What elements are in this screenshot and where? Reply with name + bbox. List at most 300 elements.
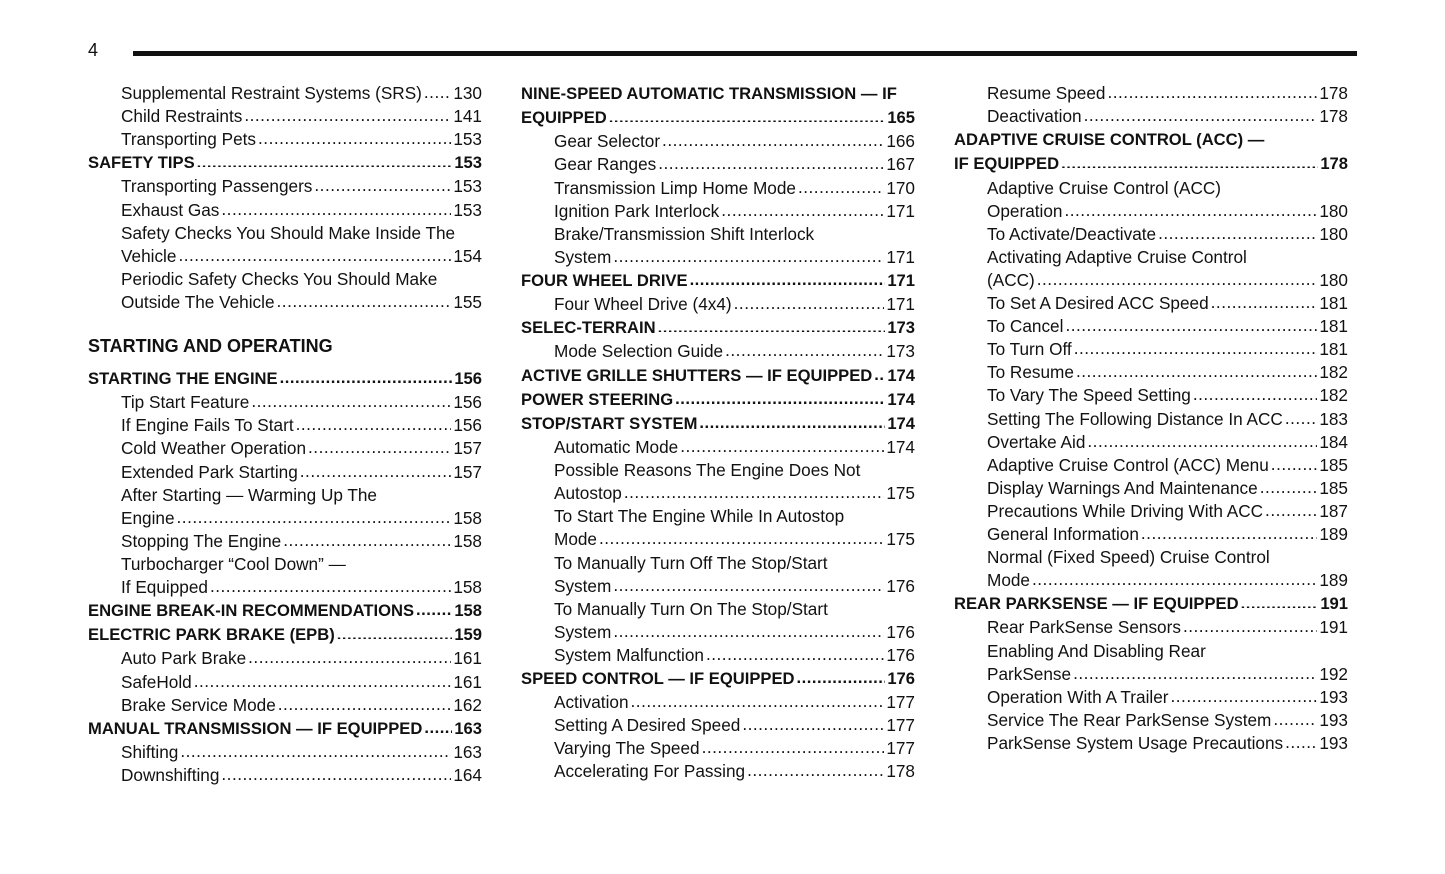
- toc-entry-title: Gear Selector: [554, 131, 661, 152]
- dot-leader: [1087, 430, 1317, 447]
- dot-leader: [416, 598, 452, 615]
- toc-page-number: 187: [1319, 500, 1348, 521]
- toc-heading-entry[interactable]: [88, 599, 482, 623]
- dot-leader: [613, 574, 884, 591]
- toc-entry[interactable]: [954, 477, 1348, 500]
- toc-entry-title: ACTIVE GRILLE SHUTTERS — IF EQUIPPED: [521, 365, 873, 385]
- dot-leader: [690, 268, 886, 285]
- toc-entry[interactable]: [521, 436, 915, 459]
- toc-entry-title: Extended Park Starting: [121, 461, 298, 482]
- toc-entry[interactable]: [521, 714, 915, 737]
- dot-leader: [1065, 314, 1317, 331]
- toc-entry-title: System: [554, 621, 612, 642]
- toc-page-number: 171: [886, 294, 915, 315]
- toc-entry-title: Rear ParkSense Sensors: [987, 617, 1181, 638]
- toc-page-number: 174: [887, 413, 915, 433]
- dot-leader: [1273, 708, 1317, 725]
- dot-leader: [1265, 499, 1317, 516]
- toc-heading-entry[interactable]: [521, 269, 915, 293]
- toc-column-2: [521, 82, 915, 784]
- toc-page-number: 161: [453, 671, 482, 692]
- toc-page-number: 178: [1320, 154, 1348, 174]
- dot-leader: [702, 736, 885, 753]
- toc-page-number: 174: [887, 365, 915, 385]
- toc-column-3: [954, 82, 1348, 755]
- dot-leader: [1285, 407, 1317, 424]
- toc-page-number: 174: [886, 437, 915, 458]
- dot-leader: [1064, 199, 1317, 216]
- toc-page-number: 178: [1319, 106, 1348, 127]
- toc-entry-text: ADAPTIVE CRUISE CONTROL (ACC) —: [954, 130, 1265, 150]
- toc-entry-title: Supplemental Restraint Systems (SRS): [121, 83, 422, 103]
- toc-entry-title: STARTING THE ENGINE: [88, 369, 278, 389]
- header-rule: [133, 51, 1357, 56]
- toc-heading-entry[interactable]: [954, 152, 1348, 176]
- toc-entry-title: If Engine Fails To Start: [121, 415, 294, 436]
- toc-entry-title: Precautions While Driving With ACC: [987, 500, 1264, 521]
- toc-entry-text: After Starting — Warming Up The: [121, 484, 377, 505]
- toc-page-number: 182: [1319, 362, 1348, 383]
- toc-entry-title: To Resume: [987, 362, 1074, 383]
- toc-page-number: 156: [453, 415, 482, 436]
- dot-leader: [180, 740, 451, 757]
- dot-leader: [258, 127, 451, 144]
- dot-leader: [1211, 291, 1318, 308]
- toc-entry-title: (ACC): [987, 269, 1035, 290]
- toc-entry[interactable]: [88, 199, 482, 222]
- toc-entry-title: Resume Speed: [987, 83, 1106, 103]
- toc-entry-title: General Information: [987, 523, 1139, 544]
- toc-entry[interactable]: [954, 338, 1348, 361]
- dot-leader: [1076, 360, 1317, 377]
- toc-entry[interactable]: [521, 293, 915, 316]
- toc-page-number: 175: [886, 483, 915, 504]
- toc-entry[interactable]: [954, 686, 1348, 709]
- dot-leader: [675, 387, 885, 404]
- toc-entry[interactable]: [88, 461, 482, 484]
- toc-page-number: 154: [453, 245, 482, 266]
- toc-entry-title: Downshifting: [121, 765, 220, 785]
- toc-entry-title: ParkSense: [987, 663, 1072, 684]
- toc-entry[interactable]: [954, 616, 1348, 639]
- toc-entry-title: Mode: [987, 570, 1030, 591]
- dot-leader: [308, 436, 451, 453]
- toc-page-number: 158: [454, 601, 482, 621]
- toc-entry[interactable]: [521, 575, 915, 598]
- toc-page-number: 153: [453, 176, 482, 197]
- toc-page-number: 158: [453, 530, 482, 551]
- toc-page-number: 181: [1319, 316, 1348, 337]
- dot-leader: [1061, 152, 1318, 169]
- toc-entry[interactable]: [954, 709, 1348, 732]
- toc-page-number: 162: [453, 694, 482, 715]
- dot-leader: [613, 620, 884, 637]
- toc-entry[interactable]: [954, 408, 1348, 431]
- toc-page-number: 167: [886, 154, 915, 175]
- dot-leader: [658, 152, 884, 169]
- toc-page-number: 173: [887, 318, 915, 338]
- toc-entry[interactable]: [88, 82, 482, 105]
- toc-heading-entry[interactable]: [521, 106, 915, 130]
- toc-page-number: 175: [886, 529, 915, 550]
- toc-entry[interactable]: [88, 576, 482, 599]
- toc-entry-title: To Activate/Deactivate: [987, 223, 1157, 244]
- dot-leader: [251, 390, 451, 407]
- toc-entry-title: Stopping The Engine: [121, 530, 282, 551]
- toc-page-number: 159: [454, 625, 482, 645]
- toc-entry[interactable]: [521, 691, 915, 714]
- toc-entry[interactable]: [954, 384, 1348, 407]
- toc-entry-title: Activation: [554, 692, 629, 713]
- toc-heading-entry[interactable]: [88, 717, 482, 741]
- toc-entry-text: Possible Reasons The Engine Does Not: [554, 460, 861, 481]
- dot-leader: [1141, 522, 1317, 539]
- toc-entry-text: Safety Checks You Should Make Inside The: [121, 222, 456, 243]
- toc-entry-text: Enabling And Disabling Rear: [987, 640, 1206, 661]
- toc-entry[interactable]: [521, 737, 915, 760]
- toc-entry-title: Mode: [554, 529, 597, 550]
- toc-entry-title: SafeHold: [121, 671, 192, 692]
- toc-page-number: 193: [1319, 732, 1348, 753]
- dot-leader: [178, 244, 451, 261]
- dot-leader: [734, 292, 885, 309]
- dot-leader: [599, 527, 884, 544]
- toc-entry[interactable]: [521, 760, 915, 783]
- toc-entry[interactable]: [954, 269, 1348, 292]
- toc-entry-title: To Set A Desired ACC Speed: [987, 293, 1209, 314]
- toc-entry-title: Adaptive Cruise Control (ACC) Menu: [987, 454, 1269, 475]
- toc-entry[interactable]: [521, 528, 915, 551]
- toc-entry-title: To Vary The Speed Setting: [987, 385, 1191, 406]
- toc-page-number: 158: [453, 576, 482, 597]
- toc-entry-title: REAR PARKSENSE — IF EQUIPPED: [954, 594, 1239, 614]
- toc-entry-title: System Malfunction: [554, 644, 704, 665]
- toc-entry-title: ParkSense System Usage Precautions: [987, 732, 1284, 753]
- toc-entry-text: NINE-SPEED AUTOMATIC TRANSMISSION — IF: [521, 84, 897, 103]
- toc-entry[interactable]: [88, 671, 482, 694]
- toc-page-number: 177: [886, 692, 915, 713]
- toc-entry[interactable]: [954, 454, 1348, 477]
- toc-entry-title: To Cancel: [987, 316, 1064, 337]
- toc-page-number: 180: [1319, 223, 1348, 244]
- toc-page-number: 189: [1319, 570, 1348, 591]
- dot-leader: [244, 104, 451, 121]
- toc-entry-title: Ignition Park Interlock: [554, 200, 720, 221]
- dot-leader: [662, 129, 884, 146]
- toc-entry[interactable]: [88, 764, 482, 787]
- toc-page-number: 177: [886, 738, 915, 759]
- toc-page-number: 174: [887, 389, 915, 409]
- toc-entry-title: Display Warnings And Maintenance: [987, 477, 1258, 498]
- toc-entry-title: Overtake Aid: [987, 431, 1086, 452]
- toc-entry[interactable]: [521, 340, 915, 363]
- dot-leader: [296, 413, 452, 430]
- toc-entry-title: SELEC-TERRAIN: [521, 318, 656, 338]
- toc-entry-title: Outside The Vehicle: [121, 291, 275, 312]
- toc-entry-text: Activating Adaptive Cruise Control: [987, 246, 1247, 267]
- toc-page-number: 184: [1319, 431, 1348, 452]
- toc-entry[interactable]: [88, 647, 482, 670]
- toc-page-number: 185: [1319, 454, 1348, 475]
- toc-page-number: 164: [453, 765, 482, 785]
- toc-page-number: 161: [453, 648, 482, 669]
- dot-leader: [221, 763, 451, 780]
- toc-entry[interactable]: [954, 569, 1348, 592]
- toc-page-number: 130: [453, 83, 482, 103]
- dot-leader: [197, 151, 453, 168]
- dot-leader: [337, 623, 453, 640]
- toc-entry-title: Auto Park Brake: [121, 648, 247, 669]
- toc-entry-text: Normal (Fixed Speed) Cruise Control: [987, 547, 1270, 568]
- toc-heading-entry[interactable]: [521, 388, 915, 412]
- dot-leader: [424, 81, 451, 98]
- toc-entry-text: Periodic Safety Checks You Should Make: [121, 268, 438, 289]
- toc-entry[interactable]: [521, 153, 915, 176]
- dot-leader: [613, 245, 884, 262]
- toc-entry-title: Operation: [987, 200, 1063, 221]
- dot-leader: [248, 646, 451, 663]
- dot-leader: [177, 506, 452, 523]
- toc-page-number: 170: [886, 177, 915, 198]
- toc-entry-title: Deactivation: [987, 106, 1082, 127]
- toc-entry-title: Engine: [121, 507, 175, 528]
- toc-entry-title: Operation With A Trailer: [987, 686, 1169, 707]
- toc-entry[interactable]: [88, 507, 482, 530]
- toc-entry-title: Setting A Desired Speed: [554, 715, 741, 736]
- toc-page-number: 177: [886, 715, 915, 736]
- toc-page-number: 158: [453, 507, 482, 528]
- toc-entry-title: EQUIPPED: [521, 108, 607, 128]
- toc-entry[interactable]: [954, 292, 1348, 315]
- toc-page-number: 178: [886, 761, 915, 782]
- dot-leader: [725, 339, 884, 356]
- toc-entry-text: To Manually Turn Off The Stop/Start: [554, 552, 828, 573]
- toc-page-number: 182: [1319, 385, 1348, 406]
- toc-heading-entry[interactable]: [88, 367, 482, 391]
- toc-heading-entry[interactable]: [88, 623, 482, 647]
- toc-heading-entry[interactable]: [521, 364, 915, 388]
- dot-leader: [1285, 731, 1317, 748]
- toc-entry-title: Transporting Pets: [121, 129, 257, 150]
- dot-leader: [1193, 383, 1317, 400]
- toc-heading-entry[interactable]: [88, 151, 482, 175]
- toc-page-number: 157: [453, 461, 482, 482]
- toc-entry-title: System: [554, 246, 612, 267]
- dot-leader: [706, 643, 884, 660]
- toc-page-number: 153: [454, 153, 482, 173]
- dot-leader: [277, 290, 452, 307]
- dot-leader: [742, 713, 884, 730]
- toc-entry[interactable]: [521, 482, 915, 505]
- toc-page-number: 171: [887, 270, 915, 290]
- toc-page-number: 173: [886, 341, 915, 362]
- toc-entry-title: IF EQUIPPED: [954, 154, 1060, 174]
- toc-entry-title: Gear Ranges: [554, 154, 657, 175]
- dot-leader: [798, 176, 884, 193]
- toc-heading-entry[interactable]: [521, 412, 915, 436]
- toc-page-number: 185: [1319, 477, 1348, 498]
- toc-entry[interactable]: [521, 644, 915, 667]
- toc-entry-text: Turbocharger “Cool Down” —: [121, 553, 346, 574]
- dot-leader: [300, 460, 452, 477]
- toc-entry-title: Setting The Following Distance In ACC: [987, 408, 1283, 429]
- toc-page-number: 180: [1319, 269, 1348, 290]
- toc-entry[interactable]: [954, 500, 1348, 523]
- toc-entry[interactable]: [954, 223, 1348, 246]
- toc-entry[interactable]: [88, 694, 482, 717]
- dot-leader: [1260, 476, 1318, 493]
- toc-page-number: 165: [887, 108, 915, 128]
- dot-leader: [1158, 222, 1317, 239]
- toc-page-number: 189: [1319, 523, 1348, 544]
- toc-page-number: 171: [886, 200, 915, 221]
- toc-page-number: 171: [886, 246, 915, 267]
- toc-section-heading: STARTING AND OPERATING: [88, 336, 333, 357]
- toc-entry[interactable]: [954, 82, 1348, 105]
- toc-page-number: 176: [886, 621, 915, 642]
- dot-leader: [210, 575, 451, 592]
- toc-page-number: 141: [453, 106, 482, 127]
- toc-entry-title: Tip Start Feature: [121, 392, 250, 413]
- page-number: 4: [88, 40, 99, 60]
- toc-entry-text: To Manually Turn On The Stop/Start: [554, 598, 828, 619]
- dot-leader: [624, 481, 884, 498]
- toc-entry[interactable]: [88, 437, 482, 460]
- dot-leader: [1241, 592, 1319, 609]
- toc-entry[interactable]: [954, 315, 1348, 338]
- toc-page-number: 153: [453, 199, 482, 220]
- toc-entry[interactable]: [954, 523, 1348, 546]
- toc-entry[interactable]: [954, 663, 1348, 686]
- dot-leader: [874, 363, 885, 380]
- toc-entry-title: FOUR WHEEL DRIVE: [521, 270, 688, 290]
- toc-entry[interactable]: [954, 361, 1348, 384]
- toc-page-number: 193: [1319, 709, 1348, 730]
- toc-page-number: 166: [886, 131, 915, 152]
- toc-entry-title: Exhaust Gas: [121, 199, 220, 220]
- toc-entry-title: To Turn Off: [987, 339, 1072, 360]
- dot-leader: [1107, 81, 1317, 98]
- toc-entry-title: ELECTRIC PARK BRAKE (EPB): [88, 625, 335, 645]
- toc-page-number: 176: [886, 644, 915, 665]
- toc-page-number: 191: [1319, 617, 1348, 638]
- toc-entry-title: Transporting Passengers: [121, 176, 313, 197]
- toc-entry[interactable]: [954, 732, 1348, 755]
- dot-leader: [1032, 568, 1317, 585]
- toc-entry-title: Child Restraints: [121, 106, 243, 127]
- toc-entry-title: Accelerating For Passing: [554, 761, 746, 782]
- toc-page-number: 181: [1319, 293, 1348, 314]
- toc-page-number: 178: [1319, 83, 1348, 103]
- toc-entry-text: Adaptive Cruise Control (ACC): [987, 177, 1222, 198]
- toc-entry[interactable]: [954, 431, 1348, 454]
- toc-column-1: [88, 82, 482, 787]
- toc-page-number: 193: [1319, 686, 1348, 707]
- toc-entry[interactable]: [521, 177, 915, 200]
- toc-entry-title: Mode Selection Guide: [554, 341, 724, 362]
- toc-page-number: 176: [886, 575, 915, 596]
- toc-heading-entry[interactable]: [954, 592, 1348, 616]
- dot-leader: [314, 174, 451, 191]
- toc-entry[interactable]: [88, 291, 482, 314]
- toc-page-number: 176: [887, 669, 915, 688]
- toc-page-number: 157: [453, 438, 482, 459]
- dot-leader: [609, 106, 886, 123]
- dot-leader: [424, 716, 452, 733]
- toc-entry[interactable]: [88, 128, 482, 151]
- dot-leader: [1073, 662, 1317, 679]
- dot-leader: [1074, 337, 1318, 354]
- toc-entry-title: Shifting: [121, 741, 179, 762]
- toc-entry-title: Cold Weather Operation: [121, 438, 307, 459]
- toc-entry-title: Service The Rear ParkSense System: [987, 709, 1272, 730]
- toc-heading-entry[interactable]: [521, 316, 915, 340]
- toc-entry-title: Four Wheel Drive (4x4): [554, 294, 732, 315]
- toc-page-number: 156: [453, 392, 482, 413]
- toc-entry[interactable]: [521, 130, 915, 153]
- toc-heading-entry[interactable]: [521, 667, 915, 691]
- toc-entry-title: Varying The Speed: [554, 738, 700, 759]
- toc-page-number: 192: [1319, 663, 1348, 684]
- dot-leader: [1171, 685, 1318, 702]
- toc-entry[interactable]: [88, 105, 482, 128]
- toc-entry-title: POWER STEERING: [521, 389, 674, 409]
- dot-leader: [278, 693, 452, 710]
- dot-leader: [1037, 268, 1318, 285]
- dot-leader: [721, 199, 884, 216]
- dot-leader: [680, 435, 884, 452]
- toc-page-number: 163: [454, 718, 482, 738]
- toc-entry-title: Automatic Mode: [554, 437, 679, 458]
- toc-page-number: 183: [1319, 408, 1348, 429]
- toc-entry[interactable]: [954, 105, 1348, 128]
- toc-entry-title: STOP/START SYSTEM: [521, 413, 698, 433]
- toc-page-number: 156: [454, 369, 482, 389]
- dot-leader: [797, 666, 886, 683]
- toc-entry-title: ENGINE BREAK-IN RECOMMENDATIONS: [88, 601, 415, 621]
- dot-leader: [658, 316, 886, 333]
- toc-entry-title: If Equipped: [121, 576, 208, 597]
- toc-page-number: 153: [453, 129, 482, 150]
- toc-entry[interactable]: [521, 200, 915, 223]
- toc-page-number: 191: [1320, 594, 1348, 614]
- toc-entry[interactable]: [88, 245, 482, 268]
- toc-entry-title: Transmission Limp Home Mode: [554, 177, 796, 198]
- toc-entry[interactable]: [88, 391, 482, 414]
- dot-leader: [1084, 104, 1318, 121]
- dot-leader: [280, 366, 453, 383]
- toc-entry-title: SAFETY TIPS: [88, 153, 195, 173]
- dot-leader: [1183, 615, 1317, 632]
- toc-entry-title: Vehicle: [121, 245, 177, 266]
- toc-entry[interactable]: [88, 741, 482, 764]
- toc-page-number: 163: [453, 741, 482, 762]
- toc-entry[interactable]: [88, 414, 482, 437]
- toc-entry-text: To Start The Engine While In Autostop: [554, 506, 845, 527]
- toc-entry-title: Autostop: [554, 483, 622, 504]
- dot-leader: [747, 759, 884, 776]
- toc-entry-title: SPEED CONTROL — IF EQUIPPED: [521, 669, 795, 688]
- toc-entry[interactable]: [88, 175, 482, 198]
- toc-entry-title: Brake Service Mode: [121, 694, 276, 715]
- toc-entry[interactable]: [954, 200, 1348, 223]
- toc-entry-text: Brake/Transmission Shift Interlock: [554, 223, 815, 244]
- dot-leader: [194, 670, 452, 687]
- toc-entry[interactable]: [521, 246, 915, 269]
- dot-leader: [1271, 453, 1318, 470]
- toc-entry[interactable]: [521, 621, 915, 644]
- toc-entry[interactable]: [88, 530, 482, 553]
